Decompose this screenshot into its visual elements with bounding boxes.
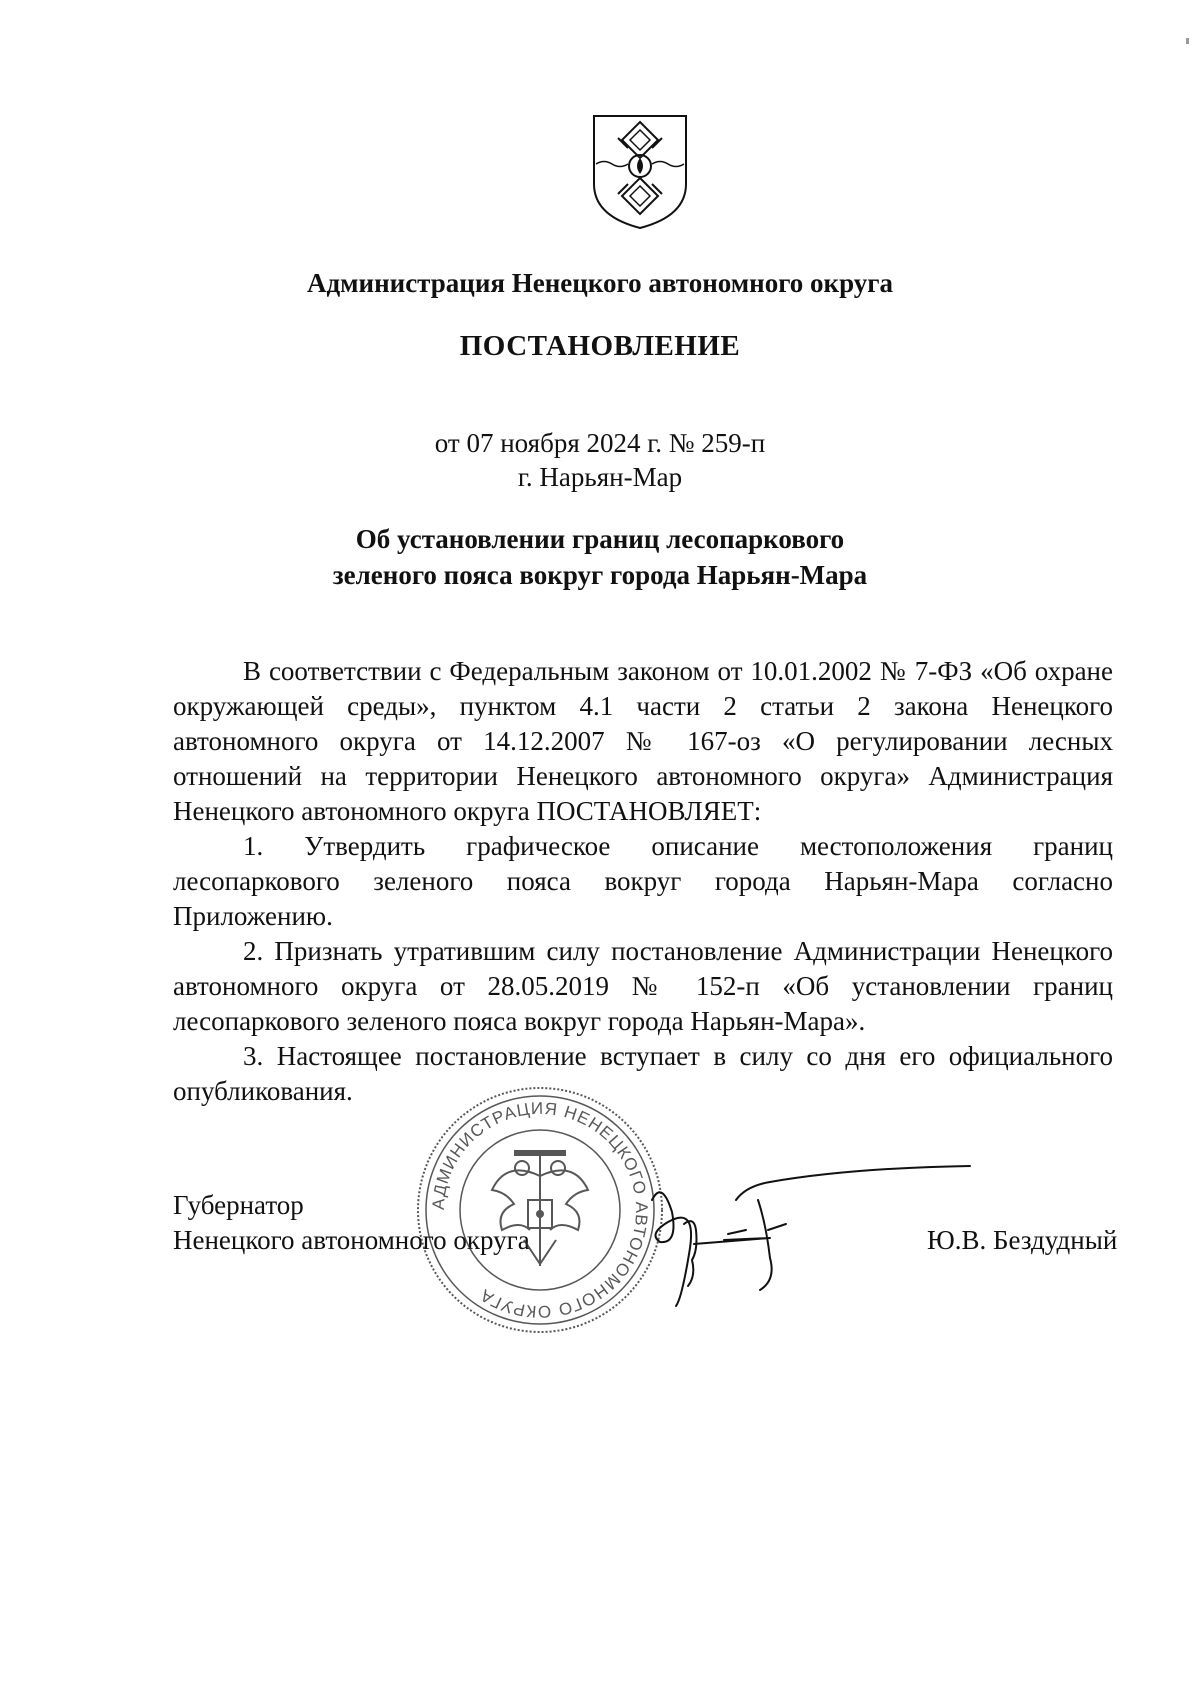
organization-heading: Администрация Ненецкого автономного округа bbox=[306, 268, 894, 298]
document-title-line1: Об установлении границ лесопаркового bbox=[355, 524, 845, 554]
signatory-role-line2: Ненецкого автономного округа bbox=[173, 1225, 530, 1255]
item-2-paragraph: 2. Признать утратившим силу постановление Администрации Ненецкого автономного округа от 28.05.2019 № 152-п «Об установлении границ лесопаркового зеленого пояса вокруг города Нарьян-Мара». bbox=[173, 936, 1113, 1036]
coat-of-arms-icon bbox=[590, 112, 690, 232]
document-type: ПОСТАНОВЛЕНИЕ bbox=[459, 330, 741, 362]
official-seal-icon bbox=[410, 1080, 670, 1340]
document-city: г. Нарьян-Мар bbox=[517, 462, 683, 492]
document-title-line2: зеленого пояса вокруг города Нарьян-Мара bbox=[332, 560, 868, 590]
seal-ring-text: АДМИНИСТРАЦИЯ НЕНЕЦКОГО АВТОНОМНОГО ОКРУГА bbox=[428, 1098, 652, 1322]
item-3-paragraph: 3. Настоящее постановление вступает в силу со дня его официального опубликования. bbox=[173, 1041, 1113, 1106]
body-item-1 bbox=[173, 829, 1113, 934]
signatory-name: Ю.В. Бездудный bbox=[927, 1225, 1118, 1255]
signatory-role-line1: Губернатор bbox=[173, 1190, 304, 1220]
intro-paragraph: В соответствии с Федеральным законом от 10.01.2002 № 7-ФЗ «Об охране окружающей среды», пунктом 4.1 части 2 статьи 2 закона Ненецкого автономного округа от 14.12.2007 № 167-оз «О регулировании лесных отношений на территории Ненецкого автономного округа» Администрация Ненецкого автономного округа ПОСТАНОВЛЯЕТ: bbox=[173, 656, 1113, 826]
body-item-2 bbox=[173, 934, 1113, 1039]
item-1-paragraph: 1. Утвердить графическое описание местоположения границ лесопаркового зеленого пояса вокруг города Нарьян-Мара согласно Приложению. bbox=[173, 831, 1113, 931]
handwritten-signature-icon bbox=[650, 1160, 1020, 1310]
body-intro bbox=[173, 654, 1113, 829]
document-date-number: от 07 ноября 2024 г. № 259-п bbox=[434, 428, 766, 458]
scan-mark bbox=[1186, 38, 1189, 44]
